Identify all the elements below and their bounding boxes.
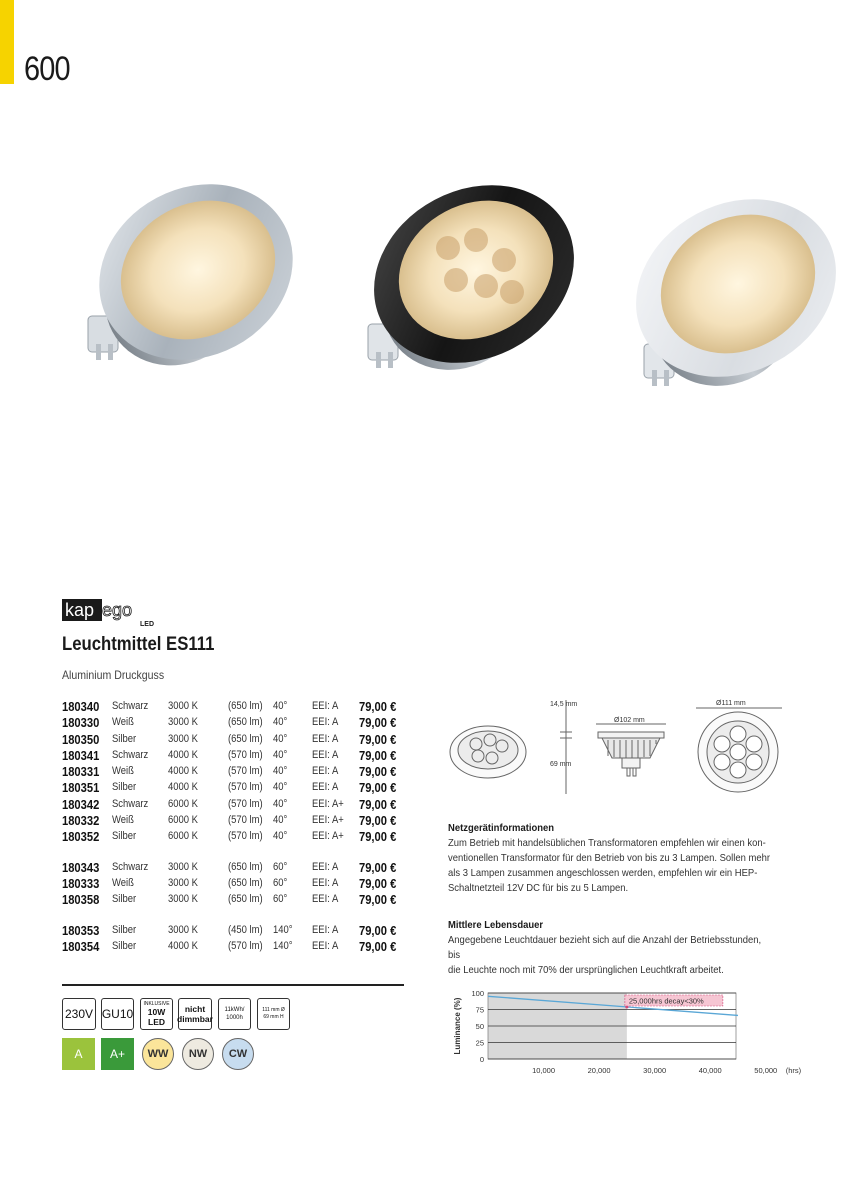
article-number: 180340: [62, 699, 100, 714]
page-number: 600: [24, 50, 70, 88]
info-line: als 3 Lampen zusammen angeschlossen werden, empfehlen wir ein HEP-: [448, 867, 758, 879]
price: 79,00 €: [359, 859, 397, 875]
color-temperature: 3000 K: [168, 716, 198, 729]
lamp-type-label: 10W LED: [147, 1007, 166, 1027]
variant-group: [62, 700, 412, 847]
size-line1: 111 mm Ø: [262, 1007, 285, 1013]
luminous-flux: (570 lm): [228, 814, 263, 827]
color-temperature: 4000 K: [168, 781, 198, 794]
energy-class-a-plus-icon: [101, 1038, 134, 1070]
article-number: 180343: [62, 859, 100, 875]
variant-group: [62, 861, 412, 910]
housing-color: Silber: [112, 830, 137, 843]
power-supply-info-text: [448, 836, 772, 896]
color-temperature: 6000 K: [168, 797, 198, 810]
housing-color: Silber: [112, 732, 137, 745]
energy-efficiency: EEI: A+: [312, 830, 344, 843]
chart-x-axis-unit: (hrs): [785, 1066, 802, 1075]
variant-row: [62, 924, 412, 940]
cool-white-icon: [222, 1038, 254, 1070]
energy-efficiency: EEI: A: [312, 732, 339, 745]
beam-angle: 40°: [273, 830, 288, 843]
energy-efficiency: EEI: A+: [312, 797, 344, 810]
diameter-top-label: Ø102 mm: [614, 717, 645, 724]
color-temperature: 3000 K: [168, 893, 198, 906]
kapego-led-logo: [62, 599, 162, 629]
color-temperature: 4000 K: [168, 765, 198, 778]
energy-class-a-icon: [62, 1038, 95, 1070]
product-subtitle: Aluminium Druckguss: [62, 668, 165, 682]
beam-angle: 40°: [273, 732, 288, 745]
article-number: 180354: [62, 938, 100, 954]
energy-class-a-label: A: [74, 1047, 83, 1061]
price: 79,00 €: [359, 764, 397, 780]
beam-angle: 60°: [273, 876, 288, 889]
warm-white-icon: [142, 1038, 174, 1070]
article-number: 180332: [62, 813, 100, 829]
beam-angle: 40°: [273, 700, 288, 712]
info-line: Schaltnetzteil 12V DC für bis zu 5 Lampen.: [448, 882, 629, 894]
variant-row: [62, 893, 412, 909]
housing-color: Silber: [112, 893, 137, 906]
chart-x-tick-label: 10,000: [532, 1066, 556, 1075]
luminous-flux: (650 lm): [228, 876, 263, 889]
luminous-flux: (570 lm): [228, 939, 263, 952]
included-lamp-icon: [140, 998, 173, 1030]
article-number: 180352: [62, 829, 100, 845]
dim-line2: dimmbar: [177, 1014, 213, 1024]
voltage-label: 230V: [64, 1007, 94, 1021]
article-number: 180350: [62, 731, 100, 747]
chart-annotation-text: 25,000hrs decay<30%: [628, 996, 704, 1006]
color-temperature: 4000 K: [168, 939, 198, 952]
info-line: ventionellen Transformator für den Betrieb von bis zu 3 Lampen. Sollen mehr: [448, 852, 771, 864]
luminous-flux: (570 lm): [228, 748, 263, 761]
variant-row: [62, 940, 412, 956]
housing-color: Schwarz: [112, 860, 149, 873]
spec-icon-row: [62, 998, 302, 1032]
beam-angle: 60°: [273, 893, 288, 906]
svg-text:ego: ego: [102, 600, 133, 620]
variant-row: [62, 877, 412, 893]
beam-angle: 40°: [273, 797, 288, 810]
energy-efficiency: EEI: A+: [312, 814, 344, 827]
chart-y-tick-label: 50: [475, 1022, 484, 1031]
lifetime-chart: [446, 985, 802, 1080]
divider: [62, 984, 404, 986]
size-line2: 69 mm H: [263, 1014, 284, 1020]
info-line: die Leuchte noch mit 70% der ursprünglichen Leuchtkraft arbeitet.: [448, 964, 724, 976]
variant-row: [62, 733, 412, 749]
dim-line1: nicht: [184, 1004, 206, 1014]
energy-line1: 11kWh/: [224, 1007, 245, 1013]
luminous-flux: (570 lm): [228, 781, 263, 794]
color-temperature: 3000 K: [168, 732, 198, 745]
housing-color: Schwarz: [112, 797, 149, 810]
chart-x-tick-label: 40,000: [698, 1066, 722, 1075]
chart-y-tick-label: 0: [479, 1055, 484, 1064]
housing-color: Schwarz: [112, 700, 149, 712]
article-number: 180353: [62, 922, 100, 938]
beam-angle: 40°: [273, 781, 288, 794]
product-photos: [56, 168, 826, 430]
variant-row: [62, 830, 412, 846]
variant-list: [62, 700, 412, 970]
chart-x-tick-label: 50,000: [754, 1066, 778, 1075]
beam-angle: 140°: [273, 939, 293, 952]
energy-efficiency: EEI: A: [312, 893, 339, 906]
article-number: 180330: [62, 715, 100, 731]
price: 79,00 €: [359, 747, 397, 763]
beam-angle: 60°: [273, 860, 288, 873]
product-title: Leuchtmittel ES111: [62, 634, 215, 655]
chart-y-axis-label: Luminance (%): [453, 997, 462, 1055]
info-line: Angegebene Leuchtdauer bezieht sich auf die Anzahl der Betriebsstunden, bis: [448, 934, 762, 961]
chart-y-tick-label: 100: [471, 989, 484, 998]
dimension-icon: [257, 998, 290, 1030]
voltage-icon: [62, 998, 96, 1030]
energy-efficiency: EEI: A: [312, 781, 339, 794]
luminous-flux: (650 lm): [228, 893, 263, 906]
luminous-flux: (650 lm): [228, 860, 263, 873]
beam-angle: 40°: [273, 716, 288, 729]
price: 79,00 €: [359, 780, 397, 796]
lamp-perspective-drawing: [450, 726, 526, 778]
color-temperature: 3000 K: [168, 876, 198, 889]
energy-efficiency: EEI: A: [312, 765, 339, 778]
energy-efficiency: EEI: A: [312, 860, 339, 873]
lamp-side-drawing: [560, 700, 666, 794]
page-accent-bar: [0, 0, 14, 84]
energy-efficiency: EEI: A: [312, 716, 339, 729]
color-temperature: 3000 K: [168, 923, 198, 936]
price: 79,00 €: [359, 892, 397, 908]
color-temperature: 3000 K: [168, 860, 198, 873]
lamp-black-image: [343, 151, 606, 397]
price: 79,00 €: [359, 796, 397, 812]
luminous-flux: (650 lm): [228, 716, 263, 729]
color-temperature: 6000 K: [168, 814, 198, 827]
price: 79,00 €: [359, 875, 397, 891]
housing-color: Schwarz: [112, 748, 149, 761]
luminous-flux: (450 lm): [228, 923, 263, 936]
article-number: 180341: [62, 747, 100, 763]
svg-text:LED: LED: [140, 621, 154, 628]
technical-drawing: [446, 694, 786, 800]
chart-y-tick-label: 75: [475, 1005, 484, 1015]
price: 79,00 €: [359, 699, 397, 714]
lifetime-info-text: [448, 933, 772, 978]
price: 79,00 €: [359, 922, 397, 938]
price: 79,00 €: [359, 813, 397, 829]
lamp-front-drawing: [696, 708, 782, 792]
housing-color: Silber: [112, 781, 137, 794]
color-temperature: 3000 K: [168, 700, 198, 712]
variant-row: [62, 749, 412, 765]
variant-row: [62, 781, 412, 797]
housing-color: Weiß: [112, 765, 134, 778]
price: 79,00 €: [359, 731, 397, 747]
energy-class-a-plus-label: A+: [109, 1047, 125, 1061]
luminous-flux: (650 lm): [228, 700, 263, 712]
housing-color: Silber: [112, 939, 137, 952]
diameter-label: Ø111 mm: [716, 700, 746, 707]
article-number: 180331: [62, 764, 100, 780]
lamp-silver-image: [68, 151, 323, 393]
article-number: 180333: [62, 875, 100, 891]
housing-color: Silber: [112, 923, 137, 936]
energy-efficiency: EEI: A: [312, 876, 339, 889]
info-line: Zum Betrieb mit handelsüblichen Transformatoren empfehlen wir einen kon-: [448, 837, 766, 849]
price: 79,00 €: [359, 829, 397, 845]
luminous-flux: (570 lm): [228, 765, 263, 778]
neutral-white-label: NW: [188, 1048, 208, 1060]
warm-white-label: WW: [147, 1048, 169, 1060]
energy-efficiency: EEI: A: [312, 700, 339, 712]
energy-efficiency: EEI: A: [312, 939, 339, 952]
variant-row: [62, 798, 412, 814]
article-number: 180342: [62, 796, 100, 812]
beam-angle: 40°: [273, 814, 288, 827]
luminous-flux: (650 lm): [228, 732, 263, 745]
variant-group: [62, 924, 412, 957]
socket-icon: [101, 998, 134, 1030]
article-number: 180358: [62, 892, 100, 908]
height-top-label: 14,5 mm: [550, 701, 578, 708]
chart-x-tick-label: 30,000: [643, 1066, 667, 1075]
color-temperature: 4000 K: [168, 748, 198, 761]
housing-color: Weiß: [112, 716, 134, 729]
energy-efficiency: EEI: A: [312, 923, 339, 936]
article-number: 180351: [62, 780, 100, 796]
variant-row: [62, 716, 412, 732]
energy-line2: 1000h: [226, 1015, 243, 1021]
energy-and-color-row: [62, 1038, 302, 1072]
energy-efficiency: EEI: A: [312, 748, 339, 761]
chart-y-tick-label: 25: [475, 1038, 484, 1048]
variant-row: [62, 765, 412, 781]
included-label: INKLUSIVE: [143, 1001, 170, 1007]
power-supply-info-title: Netzgerätinformationen: [448, 822, 555, 834]
luminous-flux: (570 lm): [228, 830, 263, 843]
color-temperature: 6000 K: [168, 830, 198, 843]
price: 79,00 €: [359, 715, 397, 731]
height-label: 69 mm: [550, 761, 572, 768]
socket-label: GU10: [101, 1007, 134, 1021]
housing-color: Weiß: [112, 814, 134, 827]
lifetime-info-title: Mittlere Lebensdauer: [448, 919, 544, 931]
variant-row: [62, 861, 412, 877]
beam-angle: 40°: [273, 748, 288, 761]
price: 79,00 €: [359, 938, 397, 954]
lamp-white-image: [605, 165, 850, 411]
not-dimmable-icon: [178, 998, 212, 1030]
luminous-flux: (570 lm): [228, 797, 263, 810]
energy-consumption-icon: [218, 998, 251, 1030]
beam-angle: 40°: [273, 765, 288, 778]
cool-white-label: CW: [228, 1048, 248, 1060]
variant-row: [62, 814, 412, 830]
variant-row: [62, 700, 412, 716]
svg-text:kap: kap: [65, 600, 95, 620]
neutral-white-icon: [182, 1038, 214, 1070]
housing-color: Weiß: [112, 876, 134, 889]
chart-x-tick-label: 20,000: [587, 1066, 611, 1075]
beam-angle: 140°: [273, 923, 293, 936]
